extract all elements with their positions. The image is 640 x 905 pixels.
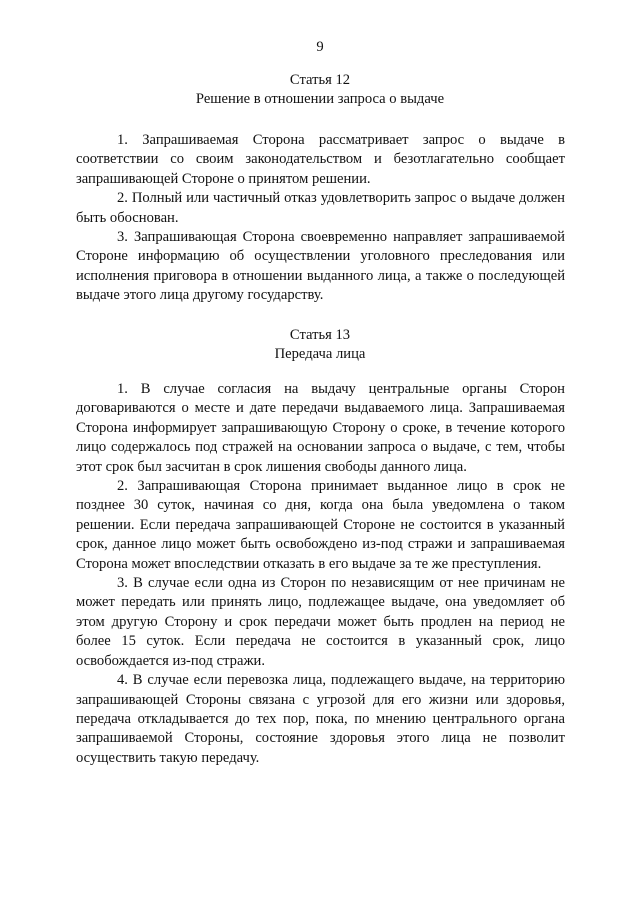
article-13-paragraph-4: 4. В случае если перевозка лица, подлежащего выдаче, на территорию запрашивающей Стороны связана с угрозой для его жизни или здоровья, передача откладывается до тех пор, пока, по мнению центрального органа запрашиваемой Стороны, состояние здоровья этого лица не позволит осуществить такую передачу.: [76, 672, 565, 766]
article-12-paragraph-3: 3. Запрашивающая Сторона своевременно направляет запрашиваемой Стороне информацию об осуществлении уголовного преследования или исполнения приговора в отношении выданного лица, а также о последующей выдаче этого лица другому государству.: [76, 229, 565, 304]
article-13-paragraph-1: 1. В случае согласия на выдачу центральные органы Сторон договариваются о месте и дате передачи выдаваемого лица. Запрашиваемая Сторона информирует запрашивающую Сторону о сроке, в течение которого лицо содержалось под стражей на основании запроса о выдаче, с тем, чтобы этот срок был засчитан в срок лишения свободы данного лица.: [76, 381, 565, 475]
article-13-paragraph-3: 3. В случае если одна из Сторон по независящим от нее причинам не может передать или принять лицо, подлежащее выдаче, она уведомляет об этом другую Сторону и срок передачи может быть продлен на период не более 15 суток. Если передача не состоится в указанный срок, лицо освобождается из-под стражи.: [76, 575, 565, 669]
article-13-heading-block: [70, 326, 570, 365]
article-12-heading-block: [70, 71, 570, 110]
article-12-paragraph-1: 1. Запрашиваемая Сторона рассматривает запрос о выдаче в соответствии со своим законодательством и безотлагательно сообщает запрашивающей Стороне о принятом решении.: [76, 132, 565, 187]
article-12-title: Статья 12: [289, 72, 351, 88]
article-13-title: Статья 13: [289, 327, 351, 343]
article-13-subtitle: Передача лица: [274, 346, 366, 363]
article-12-subtitle: Решение в отношении запроса о выдаче: [195, 91, 445, 108]
article-13-paragraph-2: 2. Запрашивающая Сторона принимает выданное лицо в срок не позднее 30 суток, начиная со дня, когда она была уведомлена о таком решении. Если передача запрашивающей Стороне не состоится в указанный срок, данное лицо может быть освобождено из-под стражи и запрашиваемая Сторона может впоследствии отказать в его выдаче за те же преступления.: [76, 478, 565, 572]
page-number: 9: [316, 39, 324, 55]
article-12-paragraph-2: 2. Полный или частичный отказ удовлетворить запрос о выдаче должен быть обоснован.: [76, 190, 565, 226]
article-12-body: [76, 131, 565, 306]
article-13-body: [76, 380, 565, 768]
